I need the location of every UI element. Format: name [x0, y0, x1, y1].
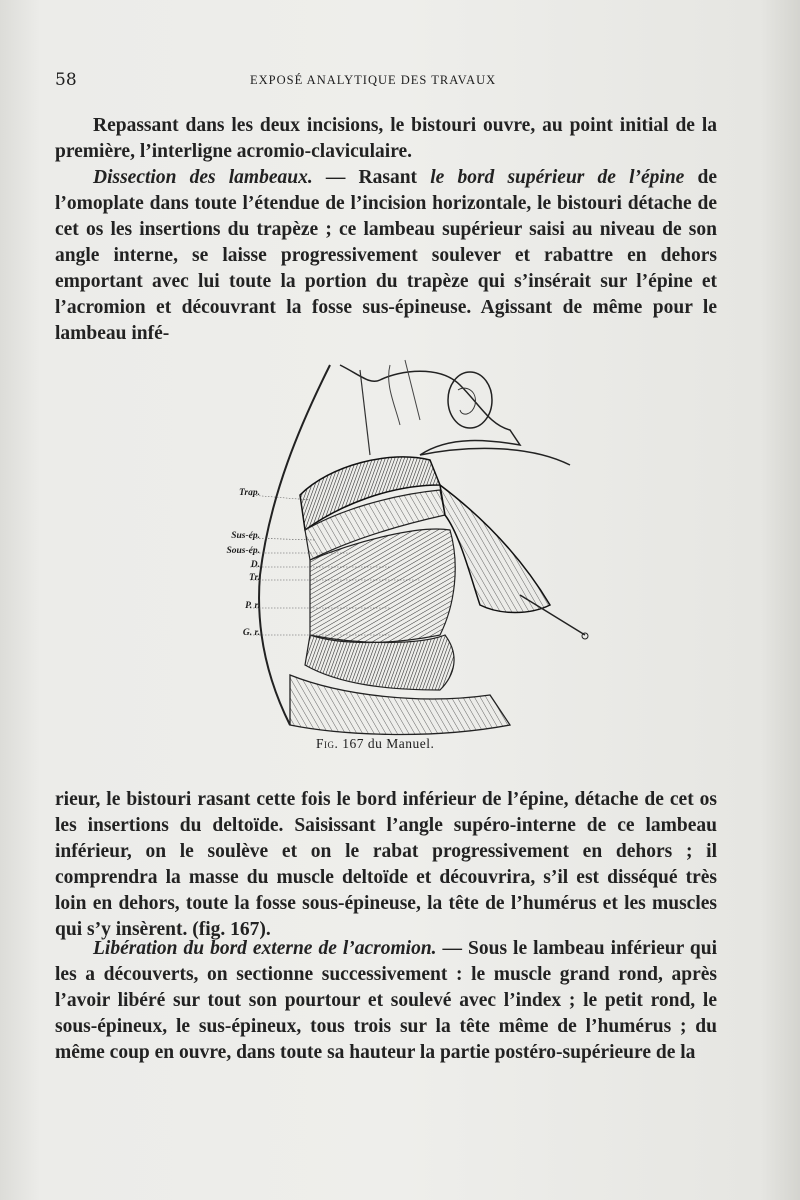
paragraph-3-text: rieur, le bistouri rasant cette fois le bord inférieur de l’épine, détache de cet os les insertions du deltoïde. Saisissant l’angle supéro-interne de ce lambeau inférieur, on le soulève et on le rabat progressivement en dehors ; il comprendra la masse du muscle deltoïde et découvrira, s’il est disséqué très loin en dehors, toute la fosse sous-épineuse, la tête de l’humérus et les muscles qui s’y insèrent. (fig. 167). [55, 789, 717, 940]
figure-label-sus-ep: Sus-ép. [231, 531, 260, 541]
anatomical-figure [190, 345, 610, 745]
paragraph-2-text-b: de l’omoplate dans toute l’étendue de l’incision horizontale, le bistouri détache de cet os les insertions du trapèze ; ce lambeau supérieur saisi au niveau de son angle interne, se laisse progressivement soulever et rabattre en dehors emportant avec lui toute la portion du trapèze qui s’insérait sur l’épine et l’acromion et découvrant la fosse sus-épineuse. Agissant de même pour le lambeau infé- [55, 167, 718, 344]
paragraph-4-text: — Sous le lambeau inférieur qui les a découverts, on sectionne successivement : le muscle grand rond, après l’avoir libéré sur tout son pourtour et soulevé avec l’index ; le petit rond, le sous-épineux, le sus-épineux, tous trois sur la tête même de l’humérus ; du même coup en ouvre, dans toute sa hauteur la partie postéro-supérieure de la [55, 938, 717, 1063]
section-title-dissection: Dissection des lambeaux. [93, 167, 313, 188]
paragraph-1-text: Repassant dans les deux incisions, le bistouri ouvre, au point initial de la première, l’interligne acromio-claviculaire. [55, 115, 717, 162]
running-head: EXPOSÉ ANALYTIQUE DES TRAVAUX [250, 73, 497, 87]
figure-label-sous-ep: Sous-ép. [226, 546, 260, 556]
paragraph-2 [55, 165, 717, 347]
figure-label-tr: Tr. [249, 573, 260, 583]
paragraph-3 [55, 787, 717, 943]
section-title-liberation: Libération du bord externe de l’acromion. [93, 938, 437, 959]
figure-label-pr: P. r. [245, 601, 260, 611]
page-header [55, 70, 718, 94]
figure-label-gr: G. r. [242, 628, 260, 638]
paragraph-2-text-a: — Rasant [312, 167, 431, 188]
page-number: 58 [55, 70, 77, 90]
figure-label-trap: Trap. [238, 488, 260, 498]
caption-text: 167 du Manuel. [338, 736, 435, 751]
figure-caption [316, 736, 434, 752]
figure-label-d: D. [250, 560, 260, 570]
paragraph-4 [55, 936, 717, 1066]
paragraph-2-emphasis: le bord supérieur de l’épine [430, 167, 685, 188]
caption-fig: Fig. [316, 736, 339, 751]
paragraph-1 [55, 113, 717, 165]
